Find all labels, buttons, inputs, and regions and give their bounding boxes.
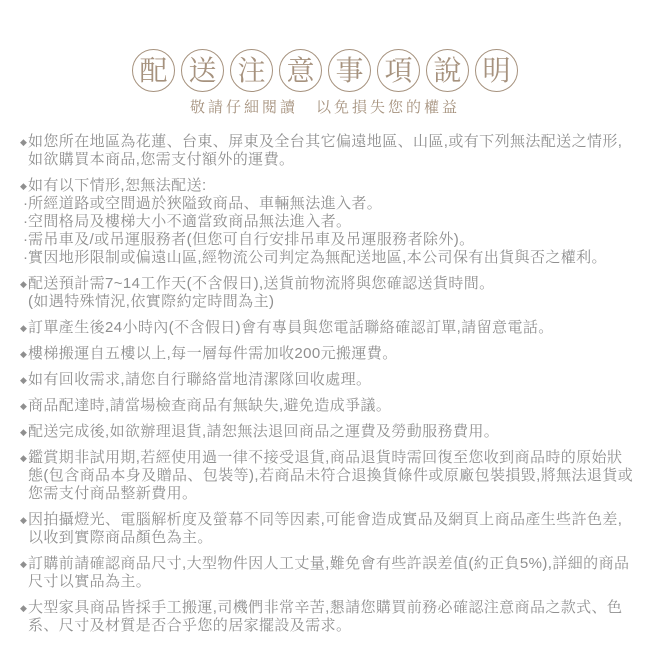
notice-note: (如遇特殊情況,依實際約定時間為主) [28, 293, 275, 310]
title-circle-char-5: 事 [328, 49, 371, 92]
notice-text: 鑑賞期非試用期,若經使用過一律不接受退貨,商品退貨時需回復至您收到商品時的原始狀態(包含商品本身及贈品、包裝等),若商品未符合退換貨條件或原廠包裝損毀,將無法退貨或您需支付商品整新費用。 [28, 449, 634, 502]
notice-text: 訂購前請確認商品尺寸,大型物件因人工丈量,難免會有些許誤差值(約正負5%),詳細的商品尺寸以實品為主。 [28, 555, 630, 590]
title-circle-char-3: 注 [230, 49, 273, 92]
diamond-bullet-icon: ◆ [20, 603, 27, 613]
notice-item [20, 177, 634, 195]
notice-text: 樓梯搬運自五樓以上,每一層每件需加收200元搬運費。 [28, 345, 398, 362]
notice-subtext: 空間格局及樓梯大小不適當致商品無法進入者。 [28, 213, 352, 230]
notice-item-color-difference [20, 511, 634, 547]
notice-subitem [20, 195, 634, 213]
diamond-bullet-icon: ◆ [20, 279, 27, 289]
notice-text [28, 275, 634, 311]
notice-item-recycling [20, 371, 634, 389]
title-circle-char-7: 說 [426, 49, 469, 92]
diamond-bullet-icon: ◆ [20, 375, 27, 385]
diamond-bullet-icon: ◆ [20, 137, 27, 147]
notice-text: 如有以下情形,恕無法配送: [28, 177, 207, 194]
notice-item-no-delivery-cases [20, 177, 634, 267]
notice-subtext: 實因地形限制或偏遠山區,經物流公司判定為無配送地區,本公司保有出貨與否之權利。 [28, 249, 607, 266]
title-circle-char-6: 項 [377, 49, 420, 92]
notice-item-order-confirm-call [20, 319, 634, 337]
diamond-bullet-icon: ◆ [20, 453, 27, 463]
title-circle-char-8: 明 [475, 49, 518, 92]
notice-text: 因拍攝燈光、電腦解析度及螢幕不同等因素,可能會造成實品及網頁上商品產生些許色差,以收到實際商品顏色為主。 [28, 511, 623, 546]
notice-subitem [20, 231, 634, 249]
diamond-bullet-icon: ◆ [20, 349, 27, 359]
notice-subtitle: 敬請仔細閱讀 以免損失您的權益 [189, 99, 460, 116]
dot-bullet-icon: · [23, 195, 28, 212]
diamond-bullet-icon: ◆ [20, 427, 27, 437]
notice-text: 大型家具商品皆採手工搬運,司機們非常辛苦,懇請您購買前務必確認注意商品之款式、色系、尺寸及材質是否合乎您的居家擺設及需求。 [28, 599, 623, 634]
notice-text: 如有回收需求,請您自行聯絡當地清潔隊回收處理。 [28, 371, 372, 388]
notice-item-manual-handling [20, 599, 634, 635]
notice-list [0, 117, 650, 635]
notice-item-trial-period [20, 449, 634, 503]
notice-text: 配送完成後,如欲辦理退貨,請恕無法退回商品之運費及勞動服務費用。 [28, 423, 500, 440]
notice-text-line: 配送預計需7~14工作天(不含假日),送貨前物流將與您確認送貨時間。 [28, 275, 495, 292]
notice-text: 商品配達時,請當場檢查商品有無缺失,避免造成爭議。 [28, 397, 392, 414]
diamond-bullet-icon: ◆ [20, 559, 27, 569]
notice-text: 如您所在地區為花蓮、台東、屏東及全台其它偏遠地區、山區,或有下列無法配送之情形,如欲購買本商品,您需支付額外的運費。 [28, 133, 623, 168]
title-circle-char-1: 配 [132, 49, 175, 92]
title-circle-char-2: 送 [181, 49, 224, 92]
notice-header [0, 0, 650, 117]
notice-subitem [20, 213, 634, 231]
notice-item-stairs-fee [20, 345, 634, 363]
notice-item-inspect-on-arrival [20, 397, 634, 415]
notice-item-remote-area [20, 133, 634, 169]
dot-bullet-icon: · [23, 213, 28, 230]
notice-item-delivery-time [20, 275, 634, 311]
diamond-bullet-icon: ◆ [20, 323, 27, 333]
dot-bullet-icon: · [23, 231, 28, 248]
notice-item-size-tolerance [20, 555, 634, 591]
notice-subitem [20, 249, 634, 267]
notice-subtext: 需吊車及/或吊運服務者(但您可自行安排吊車及吊運服務者除外)。 [28, 231, 475, 248]
notice-item-return-fees [20, 423, 634, 441]
diamond-bullet-icon: ◆ [20, 401, 27, 411]
notice-text: 訂單產生後24小時內(不含假日)會有專員與您電話聯絡確認訂單,請留意電話。 [28, 319, 554, 336]
notice-subtext: 所經道路或空間過於狹隘致商品、車輛無法進入者。 [28, 195, 383, 212]
diamond-bullet-icon: ◆ [20, 181, 27, 191]
dot-bullet-icon: · [23, 249, 28, 266]
title-circle-char-4: 意 [279, 49, 322, 92]
title-circles [0, 49, 650, 92]
diamond-bullet-icon: ◆ [20, 515, 27, 525]
